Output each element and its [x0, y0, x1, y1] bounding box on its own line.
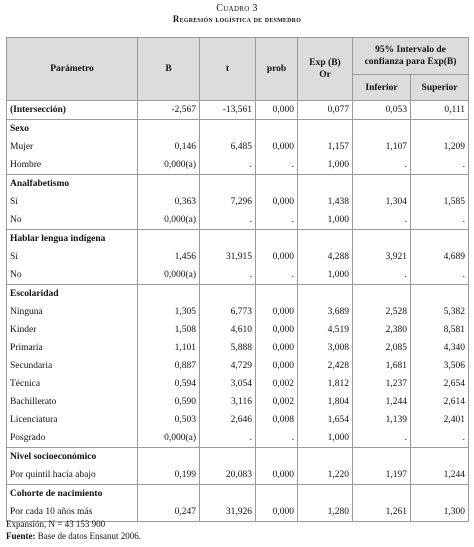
header-exp: [298, 38, 353, 101]
cell-b: 0,363: [138, 193, 200, 211]
table-row: [7, 466, 469, 485]
header-prob: prob: [256, 38, 298, 101]
cell-sup: [411, 285, 469, 304]
cell-t: [200, 485, 256, 504]
cell-inf: 0,053: [353, 101, 411, 120]
group-label: Hablar lengua indígena: [7, 230, 138, 249]
header-ci: 95% Intervalo de confianza para Exp(B): [353, 38, 469, 75]
cell-inf: 2,380: [353, 321, 411, 339]
cell-prob: [256, 448, 298, 467]
cell-t: [200, 285, 256, 304]
cell-inf: 1,244: [353, 393, 411, 411]
cell-exp: 1,000: [298, 156, 353, 175]
cell-t: [200, 175, 256, 194]
cell-exp: [298, 485, 353, 504]
cell-inf: [353, 485, 411, 504]
cell-b: [138, 230, 200, 249]
cell-sup: 2,654: [411, 375, 469, 393]
cell-sup: 0,111: [411, 101, 469, 120]
group-label: Escolaridad: [7, 285, 138, 304]
source-note: [6, 531, 141, 541]
cell-exp: 3,689: [298, 303, 353, 321]
cell-sup: 4,340: [411, 339, 469, 357]
cell-b: [138, 448, 200, 467]
cell-inf: 1,237: [353, 375, 411, 393]
source-text: Base de datos Ensanut 2006.: [35, 531, 141, 541]
cell-exp: 4,519: [298, 321, 353, 339]
cell-b: -2,567: [138, 101, 200, 120]
table-row: [7, 248, 469, 266]
cell-exp: 1,654: [298, 411, 353, 429]
cell-inf: [353, 120, 411, 139]
cell-t: .: [200, 156, 256, 175]
cell-sup: 1,244: [411, 466, 469, 485]
cell-exp: 1,220: [298, 466, 353, 485]
cell-inf: 3,921: [353, 248, 411, 266]
table-row: [7, 357, 469, 375]
header-exp-line2: Or: [319, 70, 331, 80]
group-row: [7, 448, 469, 467]
cell-t: 3,116: [200, 393, 256, 411]
table-row: [7, 339, 469, 357]
cell-prob: .: [256, 211, 298, 230]
cell-exp: 1,804: [298, 393, 353, 411]
cell-inf: 1,681: [353, 357, 411, 375]
cell-sup: 1,300: [411, 503, 469, 522]
group-label: Analfabetismo: [7, 175, 138, 194]
cell-b: 0,247: [138, 503, 200, 522]
cell-t: 6,485: [200, 138, 256, 156]
cell-b: 1,101: [138, 339, 200, 357]
cell-t: .: [200, 429, 256, 448]
cell-prob: 0,000: [256, 248, 298, 266]
group-label: Cohorte de nacimiento: [7, 485, 138, 504]
group-label: Sexo: [7, 120, 138, 139]
cell-sup: 8,581: [411, 321, 469, 339]
cell-prob: .: [256, 156, 298, 175]
cell-b: [138, 120, 200, 139]
group-row: [7, 175, 469, 194]
row-label: Por cada 10 años más: [7, 503, 138, 522]
cell-t: 6,773: [200, 303, 256, 321]
cell-inf: 1,107: [353, 138, 411, 156]
cell-exp: 1,000: [298, 429, 353, 448]
cell-prob: 0,000: [256, 466, 298, 485]
cell-prob: 0,000: [256, 193, 298, 211]
cell-prob: .: [256, 266, 298, 285]
table-row: [7, 266, 469, 285]
cell-exp: 1,280: [298, 503, 353, 522]
cell-b: 0,199: [138, 466, 200, 485]
cell-prob: [256, 120, 298, 139]
cell-prob: 0,000: [256, 339, 298, 357]
cell-exp: 0,077: [298, 101, 353, 120]
cell-t: -13,561: [200, 101, 256, 120]
cell-t: 4,729: [200, 357, 256, 375]
table-body: [7, 101, 469, 522]
cell-b: [138, 485, 200, 504]
table-title: Regresión logística de desmedro: [172, 14, 302, 24]
regression-table: [6, 37, 469, 522]
cell-sup: 4,689: [411, 248, 469, 266]
table-row: [7, 321, 469, 339]
cell-b: [138, 175, 200, 194]
cell-inf: 1,139: [353, 411, 411, 429]
cell-prob: 0,000: [256, 101, 298, 120]
cell-inf: [353, 285, 411, 304]
cell-b: [138, 285, 200, 304]
cell-prob: [256, 285, 298, 304]
cell-exp: 1,000: [298, 266, 353, 285]
table-row: [7, 303, 469, 321]
group-label: Nivel socioeconómico: [7, 448, 138, 467]
cell-t: 4,610: [200, 321, 256, 339]
cell-inf: 1,197: [353, 466, 411, 485]
row-label: Por quintil hacia abajo: [7, 466, 138, 485]
cell-inf: [353, 448, 411, 467]
header-parametro: Parámetro: [7, 38, 138, 101]
table-row: [7, 393, 469, 411]
cell-inf: .: [353, 266, 411, 285]
cell-sup: 3,506: [411, 357, 469, 375]
cell-sup: [411, 230, 469, 249]
table-row: [7, 375, 469, 393]
cell-prob: 0,000: [256, 321, 298, 339]
cell-exp: [298, 120, 353, 139]
table-row: [7, 411, 469, 429]
row-label: Técnica: [7, 375, 138, 393]
row-label: Ninguna: [7, 303, 138, 321]
cell-prob: 0,008: [256, 411, 298, 429]
cell-sup: 2,401: [411, 411, 469, 429]
cell-b: 0,146: [138, 138, 200, 156]
cell-b: 0,000(a): [138, 266, 200, 285]
cell-inf: 1,304: [353, 193, 411, 211]
cell-sup: 1,209: [411, 138, 469, 156]
header-b: B: [138, 38, 200, 101]
row-label: Posgrado: [7, 429, 138, 448]
cell-t: 7,296: [200, 193, 256, 211]
cell-inf: .: [353, 429, 411, 448]
cell-inf: .: [353, 156, 411, 175]
cell-b: 0,000(a): [138, 211, 200, 230]
cell-b: 0,594: [138, 375, 200, 393]
cell-sup: .: [411, 156, 469, 175]
cell-sup: 2,614: [411, 393, 469, 411]
cell-exp: 3,008: [298, 339, 353, 357]
cell-inf: 1,261: [353, 503, 411, 522]
cell-prob: [256, 485, 298, 504]
cell-exp: [298, 285, 353, 304]
cell-t: 5,888: [200, 339, 256, 357]
cell-sup: [411, 120, 469, 139]
group-row: [7, 285, 469, 304]
cell-t: 3,054: [200, 375, 256, 393]
cell-t: [200, 120, 256, 139]
cell-b: 0,000(a): [138, 429, 200, 448]
row-label: Primaria: [7, 339, 138, 357]
group-row: [7, 101, 469, 120]
cell-inf: 2,528: [353, 303, 411, 321]
cell-sup: 1,585: [411, 193, 469, 211]
row-label: Kínder: [7, 321, 138, 339]
row-label: Bachillerato: [7, 393, 138, 411]
cell-t: 2,646: [200, 411, 256, 429]
cell-inf: .: [353, 211, 411, 230]
table-row: [7, 193, 469, 211]
cell-inf: [353, 230, 411, 249]
row-label: Sí: [7, 193, 138, 211]
cell-t: [200, 448, 256, 467]
cell-prob: 0,000: [256, 138, 298, 156]
row-label: No: [7, 266, 138, 285]
cell-prob: 0,002: [256, 393, 298, 411]
cell-inf: [353, 175, 411, 194]
cell-b: 0,590: [138, 393, 200, 411]
header-inferior: Inferior: [353, 75, 411, 101]
cell-b: 0,887: [138, 357, 200, 375]
row-label: Licenciatura: [7, 411, 138, 429]
cell-prob: 0,000: [256, 503, 298, 522]
cell-sup: [411, 175, 469, 194]
cell-prob: 0,000: [256, 303, 298, 321]
table-row: [7, 211, 469, 230]
cell-sup: [411, 485, 469, 504]
table-number: Cuadro 3: [216, 3, 258, 14]
cell-sup: .: [411, 429, 469, 448]
cell-t: .: [200, 211, 256, 230]
header-superior: Superior: [411, 75, 469, 101]
row-label: Mujer: [7, 138, 138, 156]
cell-exp: 1,000: [298, 211, 353, 230]
cell-b: 0,000(a): [138, 156, 200, 175]
cell-exp: 1,157: [298, 138, 353, 156]
cell-t: 31,926: [200, 503, 256, 522]
group-row: [7, 230, 469, 249]
header-exp-line1: Exp (B): [309, 58, 341, 68]
row-label: Secundaria: [7, 357, 138, 375]
cell-sup: 5,382: [411, 303, 469, 321]
row-label: No: [7, 211, 138, 230]
cell-prob: .: [256, 429, 298, 448]
table-row: [7, 138, 469, 156]
header-t: t: [200, 38, 256, 101]
table-row: [7, 156, 469, 175]
cell-exp: 1,438: [298, 193, 353, 211]
cell-sup: .: [411, 266, 469, 285]
cell-prob: [256, 175, 298, 194]
cell-sup: [411, 448, 469, 467]
row-label: Sí: [7, 248, 138, 266]
cell-b: 1,508: [138, 321, 200, 339]
cell-t: 31,915: [200, 248, 256, 266]
cell-exp: [298, 175, 353, 194]
source-label: Fuente:: [6, 531, 36, 541]
expansion-note: Expansión, N = 43 153 900: [6, 519, 106, 529]
cell-exp: 4,288: [298, 248, 353, 266]
cell-b: 1,305: [138, 303, 200, 321]
cell-prob: 0,000: [256, 357, 298, 375]
cell-t: .: [200, 266, 256, 285]
cell-t: [200, 230, 256, 249]
cell-prob: 0,002: [256, 375, 298, 393]
group-row: [7, 120, 469, 139]
cell-inf: 2,085: [353, 339, 411, 357]
group-label: (Intersección): [7, 101, 138, 120]
cell-exp: 1,812: [298, 375, 353, 393]
cell-t: 20,083: [200, 466, 256, 485]
cell-exp: [298, 448, 353, 467]
cell-b: 1,456: [138, 248, 200, 266]
cell-exp: [298, 230, 353, 249]
group-row: [7, 485, 469, 504]
row-label: Hombre: [7, 156, 138, 175]
cell-sup: .: [411, 211, 469, 230]
cell-b: 0,503: [138, 411, 200, 429]
cell-exp: 2,428: [298, 357, 353, 375]
cell-prob: [256, 230, 298, 249]
table-row: [7, 429, 469, 448]
